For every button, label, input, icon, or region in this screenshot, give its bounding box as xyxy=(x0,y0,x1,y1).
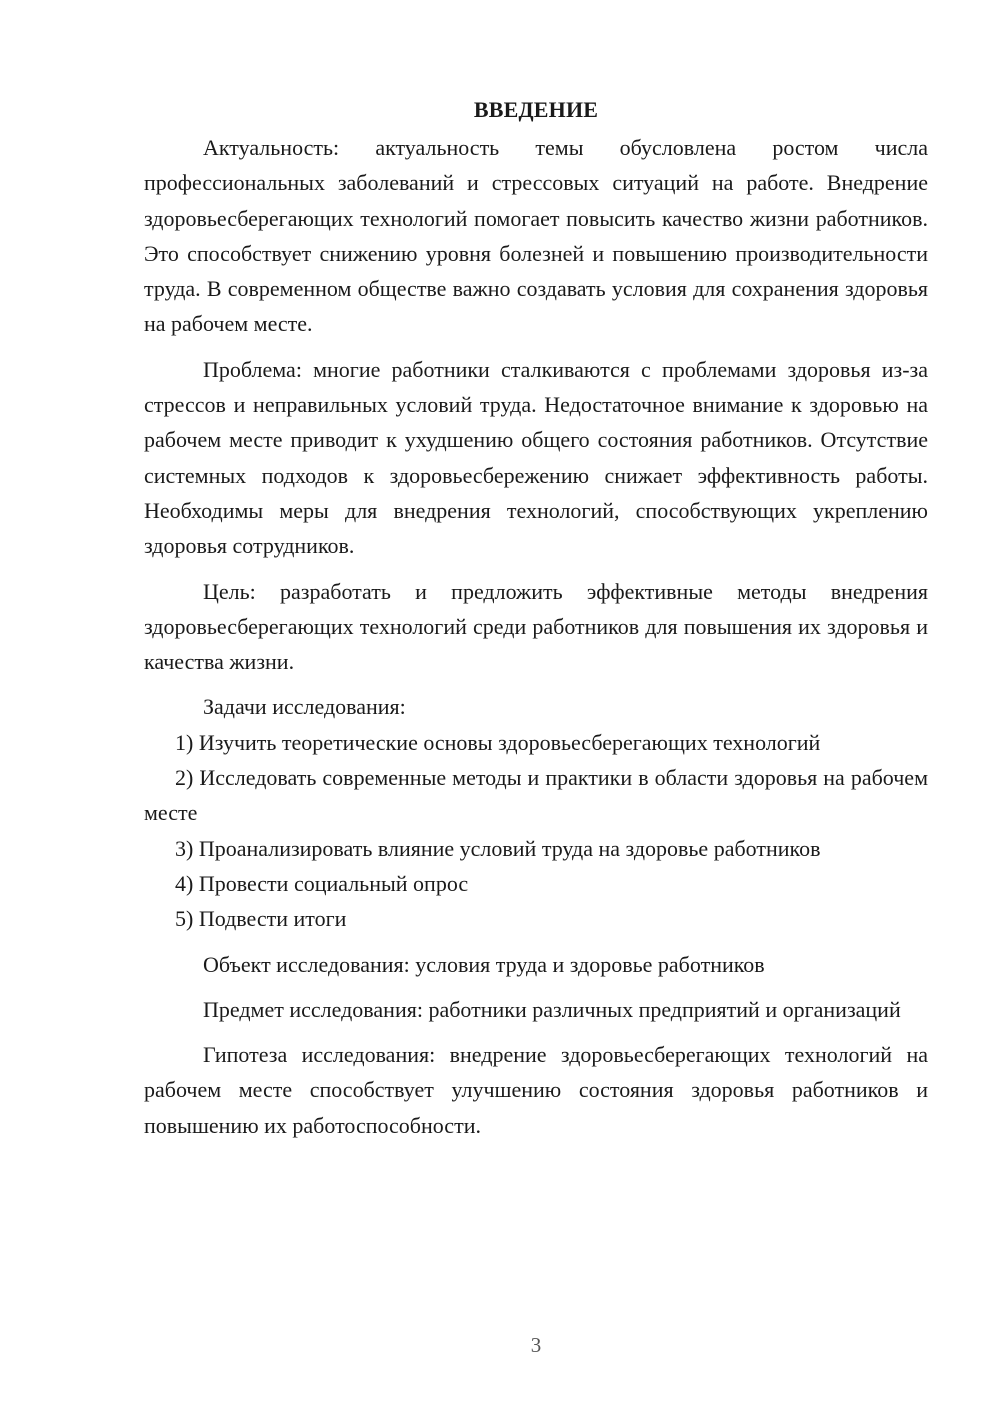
task-item-5: 5) Подвести итоги xyxy=(175,906,347,932)
tasks-heading: Задачи исследования: xyxy=(203,694,406,720)
task-item-1: 1) Изучить теоретические основы здоровьесберегающих технологий xyxy=(175,729,821,755)
task-item-4: 4) Провести социальный опрос xyxy=(175,870,469,896)
document-page xyxy=(144,92,928,1143)
problem-paragraph: Проблема: многие работники сталкиваются с проблемами здоровья из-за стрессов и неправильных условий труда. Недостаточное внимание к здоровью на рабочем месте приводит к ухудшению общего состояния работников. Отсутствие системных подходов к здоровьесбережению снижает эффективность работы. Необходимы меры для внедрения технологий, способствующих укреплению здоровья сотрудников. xyxy=(144,356,928,559)
task-item-3: 3) Проанализировать влияние условий труда на здоровье работников xyxy=(175,835,821,861)
task-item-2: 2) Исследовать современные методы и практики в области здоровья на рабочем месте xyxy=(144,765,928,826)
page-title: ВВЕДЕНИЕ xyxy=(473,97,599,122)
goal-paragraph: Цель: разработать и предложить эффективные методы внедрения здоровьесберегающих технологий среди работников для повышения их здоровья и качества жизни. xyxy=(144,578,928,675)
subject-paragraph: Предмет исследования: работники различных предприятий и организаций xyxy=(203,996,901,1022)
hypothesis-paragraph: Гипотеза исследования: внедрение здоровьесберегающих технологий на рабочем месте способствует улучшению состояния здоровья работников и повышению их работоспособности. xyxy=(144,1042,928,1138)
object-paragraph: Объект исследования: условия труда и здоровье работников xyxy=(203,951,765,977)
page-number: 3 xyxy=(530,1333,542,1357)
relevance-paragraph: Актуальность: актуальность темы обусловлена ростом числа профессиональных заболеваний и стрессовых ситуаций на работе. Внедрение здоровьесберегающих технологий помогает повысить качество жизни работников. Это способствует снижению уровня болезней и повышению производительности труда. В современном обществе важно создавать условия для сохранения здоровья на рабочем месте. xyxy=(144,135,928,337)
